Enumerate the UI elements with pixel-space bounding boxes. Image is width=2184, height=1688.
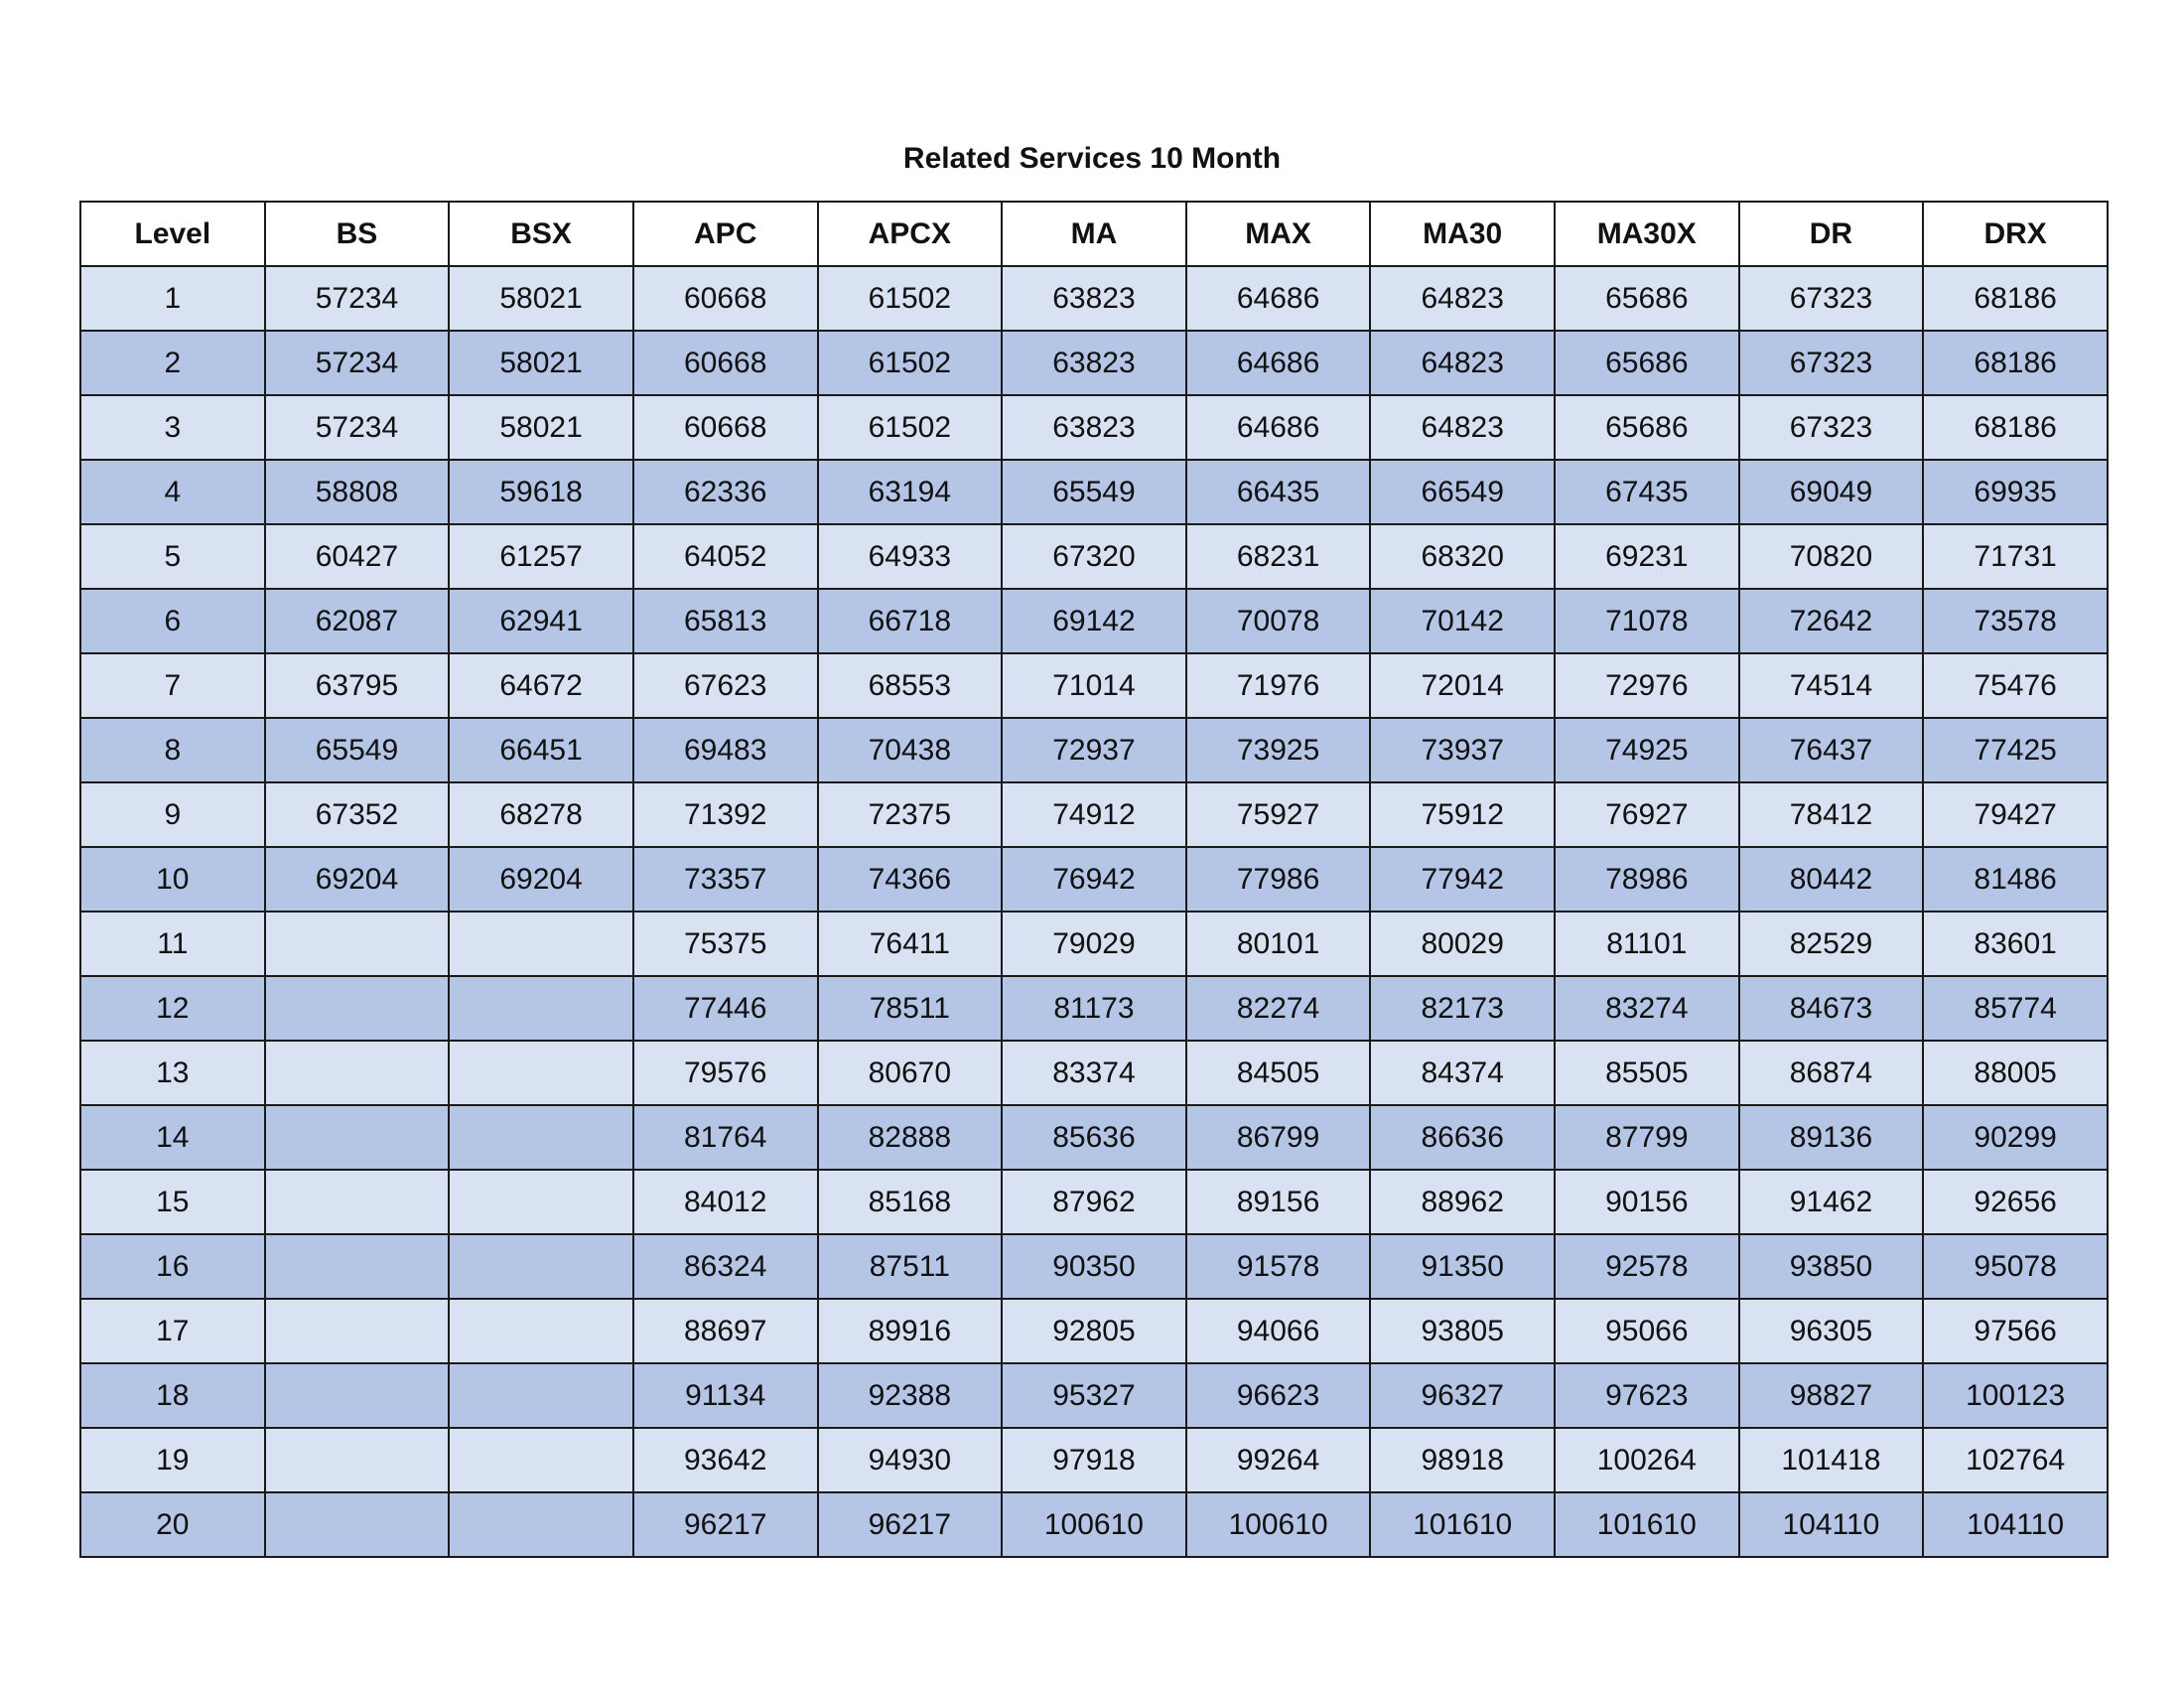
salary-cell-apc: 81764 <box>633 1105 818 1170</box>
salary-cell-ma30: 64823 <box>1370 266 1555 331</box>
salary-cell-apc: 65813 <box>633 589 818 653</box>
salary-cell-ma30: 88962 <box>1370 1170 1555 1234</box>
salary-cell-drx: 92656 <box>1923 1170 2108 1234</box>
salary-cell-ma: 100610 <box>1002 1492 1186 1557</box>
table-row <box>80 1428 2108 1492</box>
salary-cell-ma: 81173 <box>1002 976 1186 1041</box>
salary-cell-apcx: 61502 <box>818 331 1003 395</box>
salary-cell-dr: 76437 <box>1739 718 1924 782</box>
salary-cell-max: 75927 <box>1186 782 1371 847</box>
salary-cell-bs <box>265 1234 450 1299</box>
salary-cell-bs: 60427 <box>265 524 450 589</box>
table-row <box>80 395 2108 460</box>
level-cell: 1 <box>80 266 265 331</box>
salary-cell-ma30x: 69231 <box>1555 524 1739 589</box>
salary-cell-apcx: 76411 <box>818 912 1003 976</box>
salary-cell-bsx <box>449 1041 633 1105</box>
salary-cell-max: 96623 <box>1186 1363 1371 1428</box>
salary-cell-max: 73925 <box>1186 718 1371 782</box>
salary-cell-max: 66435 <box>1186 460 1371 524</box>
table-row <box>80 1105 2108 1170</box>
salary-cell-apc: 96217 <box>633 1492 818 1557</box>
salary-cell-bsx <box>449 1428 633 1492</box>
salary-cell-bsx <box>449 1299 633 1363</box>
salary-cell-max: 68231 <box>1186 524 1371 589</box>
salary-cell-dr: 104110 <box>1739 1492 1924 1557</box>
salary-cell-apcx: 61502 <box>818 395 1003 460</box>
salary-cell-bsx: 58021 <box>449 331 633 395</box>
salary-cell-ma30x: 74925 <box>1555 718 1739 782</box>
table-row <box>80 524 2108 589</box>
salary-cell-bs <box>265 1105 450 1170</box>
salary-cell-apc: 60668 <box>633 395 818 460</box>
salary-cell-max: 89156 <box>1186 1170 1371 1234</box>
salary-cell-apc: 93642 <box>633 1428 818 1492</box>
table-row <box>80 1299 2108 1363</box>
column-header-drx: DRX <box>1923 202 2108 266</box>
salary-cell-ma: 92805 <box>1002 1299 1186 1363</box>
salary-cell-drx: 83601 <box>1923 912 2108 976</box>
salary-cell-ma: 71014 <box>1002 653 1186 718</box>
salary-cell-ma30: 68320 <box>1370 524 1555 589</box>
salary-cell-max: 77986 <box>1186 847 1371 912</box>
salary-cell-dr: 86874 <box>1739 1041 1924 1105</box>
salary-cell-apc: 73357 <box>633 847 818 912</box>
salary-cell-bs: 57234 <box>265 395 450 460</box>
salary-cell-apc: 77446 <box>633 976 818 1041</box>
salary-cell-dr: 67323 <box>1739 266 1924 331</box>
column-header-bs: BS <box>265 202 450 266</box>
salary-cell-ma30: 80029 <box>1370 912 1555 976</box>
salary-cell-bsx <box>449 1492 633 1557</box>
salary-cell-drx: 79427 <box>1923 782 2108 847</box>
salary-cell-drx: 68186 <box>1923 266 2108 331</box>
salary-cell-drx: 104110 <box>1923 1492 2108 1557</box>
table-row <box>80 1041 2108 1105</box>
salary-cell-bsx: 58021 <box>449 266 633 331</box>
level-cell: 6 <box>80 589 265 653</box>
salary-cell-ma30x: 90156 <box>1555 1170 1739 1234</box>
salary-cell-max: 82274 <box>1186 976 1371 1041</box>
level-cell: 14 <box>80 1105 265 1170</box>
salary-cell-dr: 72642 <box>1739 589 1924 653</box>
salary-cell-drx: 68186 <box>1923 395 2108 460</box>
table-row <box>80 912 2108 976</box>
salary-cell-max: 64686 <box>1186 331 1371 395</box>
salary-cell-bsx: 59618 <box>449 460 633 524</box>
salary-cell-apc: 79576 <box>633 1041 818 1105</box>
salary-cell-bsx <box>449 1234 633 1299</box>
salary-cell-bsx <box>449 1170 633 1234</box>
salary-cell-drx: 102764 <box>1923 1428 2108 1492</box>
salary-cell-ma: 97918 <box>1002 1428 1186 1492</box>
salary-cell-ma30x: 101610 <box>1555 1492 1739 1557</box>
level-cell: 11 <box>80 912 265 976</box>
salary-cell-dr: 82529 <box>1739 912 1924 976</box>
salary-cell-apcx: 87511 <box>818 1234 1003 1299</box>
salary-cell-apcx: 64933 <box>818 524 1003 589</box>
level-cell: 17 <box>80 1299 265 1363</box>
salary-cell-ma30x: 87799 <box>1555 1105 1739 1170</box>
salary-cell-apc: 60668 <box>633 331 818 395</box>
salary-cell-dr: 80442 <box>1739 847 1924 912</box>
salary-cell-bs <box>265 912 450 976</box>
table-row <box>80 589 2108 653</box>
salary-cell-drx: 77425 <box>1923 718 2108 782</box>
salary-cell-ma30x: 97623 <box>1555 1363 1739 1428</box>
salary-cell-ma: 76942 <box>1002 847 1186 912</box>
level-cell: 12 <box>80 976 265 1041</box>
level-cell: 9 <box>80 782 265 847</box>
salary-cell-apcx: 61502 <box>818 266 1003 331</box>
salary-cell-ma: 90350 <box>1002 1234 1186 1299</box>
salary-cell-ma30x: 71078 <box>1555 589 1739 653</box>
salary-cell-dr: 84673 <box>1739 976 1924 1041</box>
salary-cell-ma30: 93805 <box>1370 1299 1555 1363</box>
salary-cell-bsx <box>449 912 633 976</box>
table-row <box>80 1492 2108 1557</box>
salary-cell-max: 99264 <box>1186 1428 1371 1492</box>
salary-cell-apcx: 72375 <box>818 782 1003 847</box>
salary-cell-drx: 69935 <box>1923 460 2108 524</box>
salary-cell-max: 64686 <box>1186 266 1371 331</box>
salary-cell-drx: 95078 <box>1923 1234 2108 1299</box>
salary-cell-apc: 91134 <box>633 1363 818 1428</box>
salary-cell-ma30: 73937 <box>1370 718 1555 782</box>
level-cell: 2 <box>80 331 265 395</box>
salary-cell-ma30: 66549 <box>1370 460 1555 524</box>
salary-cell-drx: 85774 <box>1923 976 2108 1041</box>
salary-cell-drx: 88005 <box>1923 1041 2108 1105</box>
salary-cell-bs <box>265 1299 450 1363</box>
salary-cell-apcx: 85168 <box>818 1170 1003 1234</box>
column-header-ma30: MA30 <box>1370 202 1555 266</box>
salary-cell-ma: 69142 <box>1002 589 1186 653</box>
salary-cell-drx: 97566 <box>1923 1299 2108 1363</box>
salary-cell-ma: 95327 <box>1002 1363 1186 1428</box>
level-cell: 4 <box>80 460 265 524</box>
salary-cell-ma: 85636 <box>1002 1105 1186 1170</box>
salary-cell-max: 100610 <box>1186 1492 1371 1557</box>
salary-cell-max: 70078 <box>1186 589 1371 653</box>
salary-cell-drx: 71731 <box>1923 524 2108 589</box>
salary-cell-ma30: 72014 <box>1370 653 1555 718</box>
salary-cell-ma: 83374 <box>1002 1041 1186 1105</box>
level-cell: 20 <box>80 1492 265 1557</box>
salary-cell-bsx: 68278 <box>449 782 633 847</box>
salary-cell-ma30x: 95066 <box>1555 1299 1739 1363</box>
salary-cell-ma30: 101610 <box>1370 1492 1555 1557</box>
salary-cell-apcx: 96217 <box>818 1492 1003 1557</box>
salary-cell-ma30x: 65686 <box>1555 331 1739 395</box>
salary-cell-apc: 67623 <box>633 653 818 718</box>
salary-cell-ma30x: 92578 <box>1555 1234 1739 1299</box>
salary-cell-dr: 74514 <box>1739 653 1924 718</box>
level-cell: 8 <box>80 718 265 782</box>
salary-cell-bsx: 69204 <box>449 847 633 912</box>
salary-cell-drx: 68186 <box>1923 331 2108 395</box>
salary-cell-max: 80101 <box>1186 912 1371 976</box>
salary-cell-dr: 98827 <box>1739 1363 1924 1428</box>
column-header-level: Level <box>80 202 265 266</box>
salary-cell-bsx: 66451 <box>449 718 633 782</box>
salary-cell-max: 86799 <box>1186 1105 1371 1170</box>
salary-cell-max: 64686 <box>1186 395 1371 460</box>
salary-cell-max: 84505 <box>1186 1041 1371 1105</box>
salary-cell-max: 94066 <box>1186 1299 1371 1363</box>
level-cell: 7 <box>80 653 265 718</box>
level-cell: 3 <box>80 395 265 460</box>
salary-cell-apc: 71392 <box>633 782 818 847</box>
level-cell: 13 <box>80 1041 265 1105</box>
salary-cell-apc: 86324 <box>633 1234 818 1299</box>
salary-cell-dr: 67323 <box>1739 395 1924 460</box>
salary-cell-ma30x: 78986 <box>1555 847 1739 912</box>
column-header-bsx: BSX <box>449 202 633 266</box>
salary-cell-apcx: 94930 <box>818 1428 1003 1492</box>
salary-cell-dr: 89136 <box>1739 1105 1924 1170</box>
salary-cell-ma: 63823 <box>1002 331 1186 395</box>
salary-cell-apcx: 82888 <box>818 1105 1003 1170</box>
salary-cell-ma30x: 100264 <box>1555 1428 1739 1492</box>
salary-cell-ma: 63823 <box>1002 266 1186 331</box>
salary-cell-ma30: 82173 <box>1370 976 1555 1041</box>
salary-cell-max: 71976 <box>1186 653 1371 718</box>
salary-cell-apcx: 92388 <box>818 1363 1003 1428</box>
salary-cell-ma: 87962 <box>1002 1170 1186 1234</box>
salary-cell-apcx: 80670 <box>818 1041 1003 1105</box>
level-cell: 5 <box>80 524 265 589</box>
salary-cell-bs: 69204 <box>265 847 450 912</box>
salary-cell-ma30x: 83274 <box>1555 976 1739 1041</box>
table-row <box>80 1170 2108 1234</box>
salary-cell-bs: 58808 <box>265 460 450 524</box>
table-row <box>80 718 2108 782</box>
table-row <box>80 460 2108 524</box>
salary-cell-apcx: 74366 <box>818 847 1003 912</box>
salary-cell-bs: 63795 <box>265 653 450 718</box>
table-header <box>80 202 2108 266</box>
salary-cell-apcx: 89916 <box>818 1299 1003 1363</box>
salary-cell-apc: 69483 <box>633 718 818 782</box>
salary-cell-ma: 72937 <box>1002 718 1186 782</box>
salary-cell-dr: 101418 <box>1739 1428 1924 1492</box>
salary-cell-ma30x: 67435 <box>1555 460 1739 524</box>
salary-cell-drx: 75476 <box>1923 653 2108 718</box>
salary-cell-bs: 62087 <box>265 589 450 653</box>
column-header-apcx: APCX <box>818 202 1003 266</box>
salary-cell-apcx: 63194 <box>818 460 1003 524</box>
salary-cell-dr: 78412 <box>1739 782 1924 847</box>
salary-cell-drx: 100123 <box>1923 1363 2108 1428</box>
salary-cell-bsx: 64672 <box>449 653 633 718</box>
salary-cell-ma30x: 81101 <box>1555 912 1739 976</box>
salary-cell-apcx: 70438 <box>818 718 1003 782</box>
salary-cell-bs: 67352 <box>265 782 450 847</box>
salary-cell-ma30: 70142 <box>1370 589 1555 653</box>
salary-cell-apcx: 68553 <box>818 653 1003 718</box>
salary-cell-drx: 81486 <box>1923 847 2108 912</box>
column-header-apc: APC <box>633 202 818 266</box>
table-row <box>80 782 2108 847</box>
salary-cell-bs: 65549 <box>265 718 450 782</box>
salary-cell-bs <box>265 1170 450 1234</box>
column-header-dr: DR <box>1739 202 1924 266</box>
salary-cell-ma30: 77942 <box>1370 847 1555 912</box>
salary-cell-apc: 60668 <box>633 266 818 331</box>
table-row <box>80 976 2108 1041</box>
salary-cell-ma: 65549 <box>1002 460 1186 524</box>
salary-cell-bsx <box>449 1105 633 1170</box>
salary-cell-ma30x: 85505 <box>1555 1041 1739 1105</box>
column-header-ma: MA <box>1002 202 1186 266</box>
table-row <box>80 1363 2108 1428</box>
salary-cell-ma30: 98918 <box>1370 1428 1555 1492</box>
salary-cell-ma30x: 72976 <box>1555 653 1739 718</box>
salary-cell-apcx: 78511 <box>818 976 1003 1041</box>
salary-cell-drx: 73578 <box>1923 589 2108 653</box>
salary-cell-apcx: 66718 <box>818 589 1003 653</box>
salary-cell-ma: 63823 <box>1002 395 1186 460</box>
salary-cell-ma30: 64823 <box>1370 395 1555 460</box>
salary-cell-bs <box>265 1492 450 1557</box>
salary-cell-bsx: 58021 <box>449 395 633 460</box>
table-body <box>80 266 2108 1557</box>
column-header-ma30x: MA30X <box>1555 202 1739 266</box>
salary-cell-bsx: 61257 <box>449 524 633 589</box>
salary-cell-apc: 88697 <box>633 1299 818 1363</box>
salary-cell-ma: 67320 <box>1002 524 1186 589</box>
salary-cell-apc: 84012 <box>633 1170 818 1234</box>
salary-cell-dr: 69049 <box>1739 460 1924 524</box>
page-title: Related Services 10 Month <box>902 142 1282 175</box>
salary-cell-bs <box>265 1428 450 1492</box>
salary-cell-ma: 79029 <box>1002 912 1186 976</box>
salary-cell-ma30x: 65686 <box>1555 266 1739 331</box>
salary-cell-dr: 93850 <box>1739 1234 1924 1299</box>
salary-cell-ma30: 84374 <box>1370 1041 1555 1105</box>
table-row <box>80 266 2108 331</box>
level-cell: 16 <box>80 1234 265 1299</box>
level-cell: 18 <box>80 1363 265 1428</box>
header-row <box>80 202 2108 266</box>
salary-cell-ma30: 91350 <box>1370 1234 1555 1299</box>
salary-cell-ma30x: 65686 <box>1555 395 1739 460</box>
salary-cell-ma: 74912 <box>1002 782 1186 847</box>
salary-cell-bs <box>265 1363 450 1428</box>
salary-cell-apc: 75375 <box>633 912 818 976</box>
table-row <box>80 653 2108 718</box>
salary-cell-dr: 70820 <box>1739 524 1924 589</box>
salary-table <box>79 201 2109 1558</box>
column-header-max: MAX <box>1186 202 1371 266</box>
salary-cell-bsx: 62941 <box>449 589 633 653</box>
salary-cell-bs <box>265 976 450 1041</box>
salary-cell-ma30: 86636 <box>1370 1105 1555 1170</box>
salary-cell-dr: 91462 <box>1739 1170 1924 1234</box>
salary-cell-ma30: 64823 <box>1370 331 1555 395</box>
salary-cell-dr: 67323 <box>1739 331 1924 395</box>
level-cell: 19 <box>80 1428 265 1492</box>
salary-cell-bsx <box>449 1363 633 1428</box>
salary-cell-bs: 57234 <box>265 266 450 331</box>
salary-cell-max: 91578 <box>1186 1234 1371 1299</box>
salary-cell-bs: 57234 <box>265 331 450 395</box>
salary-cell-dr: 96305 <box>1739 1299 1924 1363</box>
table-row <box>80 847 2108 912</box>
level-cell: 10 <box>80 847 265 912</box>
salary-cell-apc: 62336 <box>633 460 818 524</box>
salary-cell-bsx <box>449 976 633 1041</box>
table-row <box>80 1234 2108 1299</box>
salary-cell-bs <box>265 1041 450 1105</box>
salary-cell-ma30: 75912 <box>1370 782 1555 847</box>
salary-cell-ma30: 96327 <box>1370 1363 1555 1428</box>
salary-cell-ma30x: 76927 <box>1555 782 1739 847</box>
salary-cell-apc: 64052 <box>633 524 818 589</box>
table-row <box>80 331 2108 395</box>
level-cell: 15 <box>80 1170 265 1234</box>
salary-cell-drx: 90299 <box>1923 1105 2108 1170</box>
